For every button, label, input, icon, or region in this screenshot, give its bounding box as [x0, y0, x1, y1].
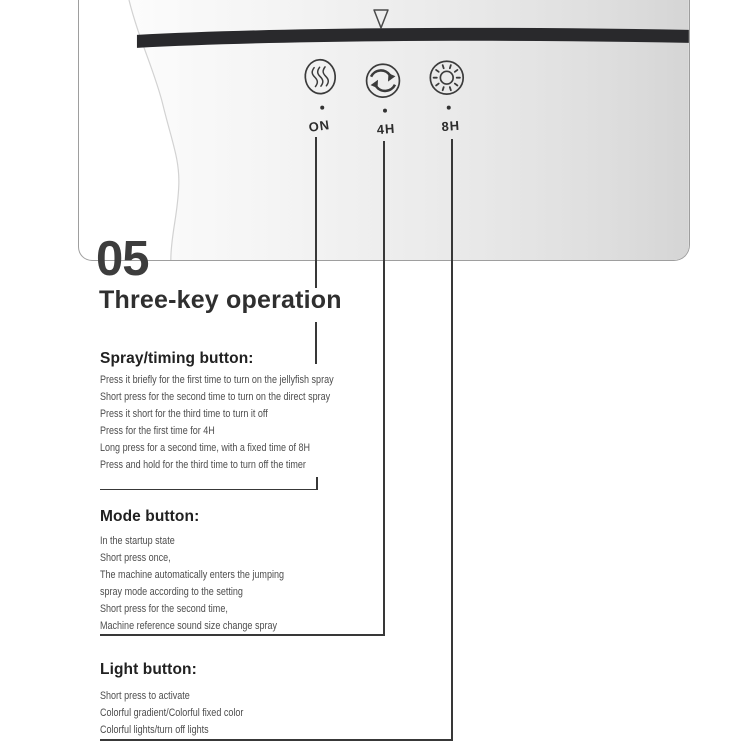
- button-label-4h: 4H: [376, 120, 396, 138]
- instruction-line: Short press for the second time to turn on the direct spray: [100, 391, 331, 403]
- instruction-line: Colorful gradient/Colorful fixed color: [100, 707, 244, 719]
- step-number: 05: [96, 232, 149, 286]
- section-heading: Mode button:: [100, 508, 200, 525]
- page-title: Three-key operation: [99, 286, 342, 314]
- section-divider-mode: [100, 634, 385, 636]
- button-label-on: ON: [307, 117, 331, 135]
- instruction-line: Short press once,: [100, 552, 171, 564]
- section-spray-timing: [100, 349, 500, 474]
- connector-line-mode: [383, 141, 385, 635]
- instruction-line: Press for the first time for 4H: [100, 425, 215, 437]
- button-label-8h: 8H: [441, 117, 461, 135]
- instruction-line: Press it briefly for the first time to turn on the jellyfish spray: [100, 374, 334, 386]
- divider-tick: [316, 477, 318, 490]
- connector-line-spray-upper: [315, 137, 317, 288]
- section-divider-light: [100, 739, 453, 741]
- instruction-line: Short press to activate: [100, 690, 190, 702]
- section-divider-spray: [100, 489, 318, 491]
- instruction-line: In the startup state: [100, 535, 175, 547]
- instruction-line: Long press for a second time, with a fixed time of 8H: [100, 442, 311, 454]
- section-mode: [100, 507, 500, 635]
- indicator-dot: [447, 106, 451, 110]
- section-heading: Light button:: [100, 661, 197, 678]
- instruction-line: Machine reference sound size change spray: [100, 620, 278, 632]
- instruction-line: The machine automatically enters the jumping: [100, 569, 285, 581]
- instruction-line: spray mode according to the setting: [100, 586, 243, 598]
- section-heading: Spray/timing button:: [100, 350, 254, 367]
- indicator-dot: [320, 106, 324, 110]
- instruction-line: Press it short for the third time to turn it off: [100, 408, 268, 420]
- connector-line-light: [451, 139, 453, 740]
- indicator-dot: [383, 109, 387, 113]
- instruction-line: Colorful lights/turn off lights: [100, 724, 209, 736]
- instruction-line: Short press for the second time,: [100, 603, 228, 615]
- connector-line-spray-lower: [315, 322, 317, 364]
- section-light: [100, 660, 500, 739]
- instruction-line: Press and hold for the third time to turn off the timer: [100, 459, 306, 471]
